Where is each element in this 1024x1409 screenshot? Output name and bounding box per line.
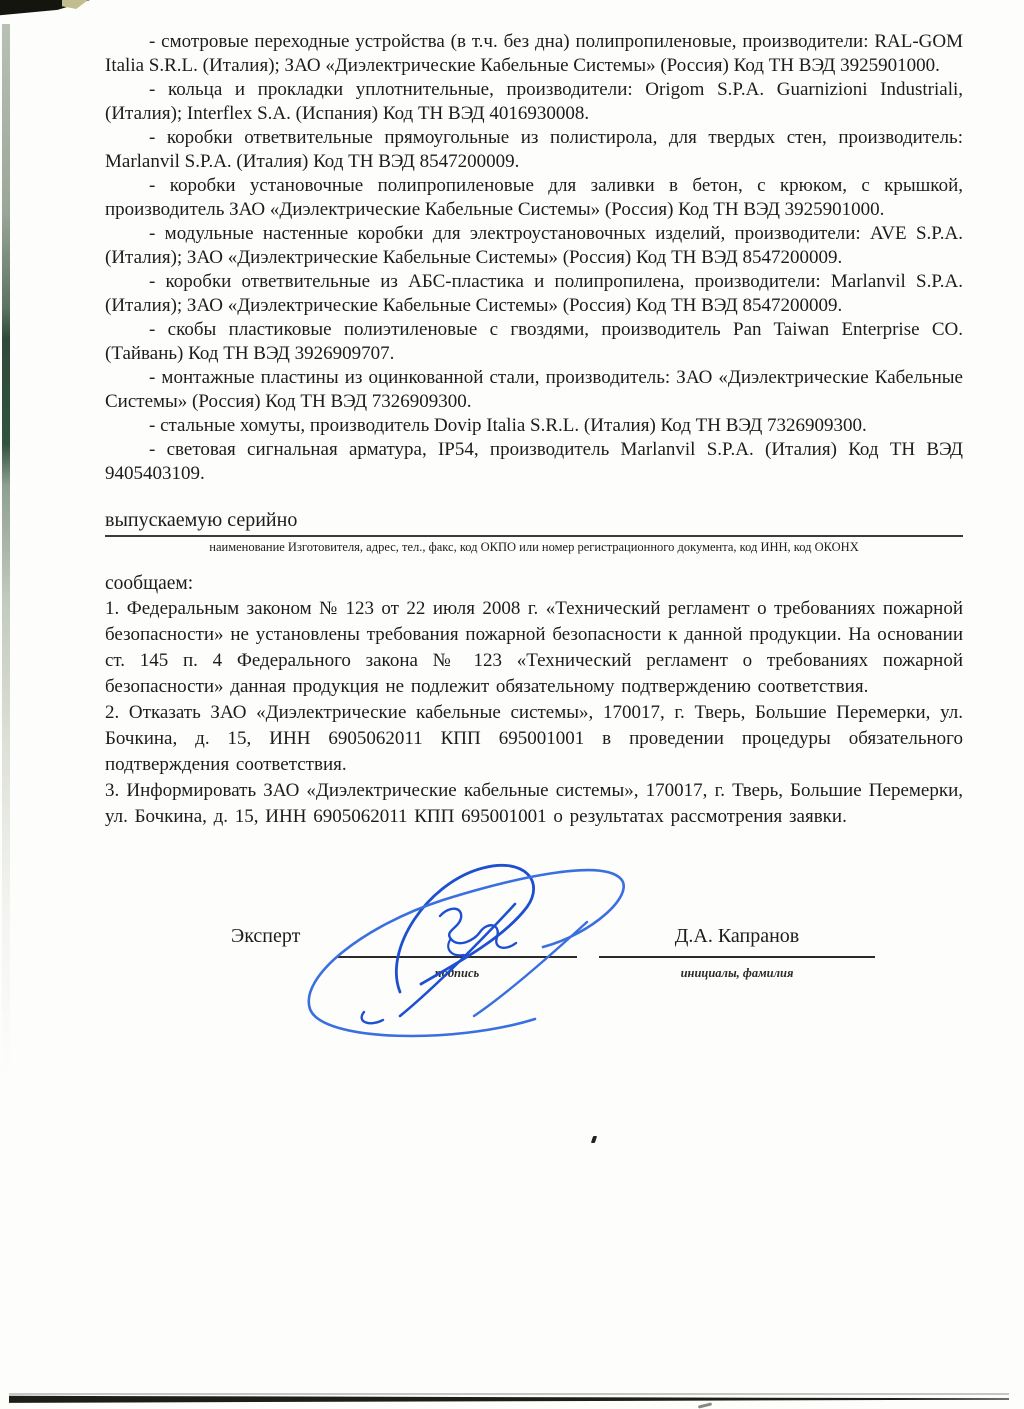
scan-artifact-bottom-line xyxy=(9,1395,1009,1403)
name-line-caption: инициалы, фамилия xyxy=(680,966,794,980)
statement-paragraph: 2. Отказать ЗАО «Диэлектрические кабельные системы», 170017, г. Тверь, Большие Перемерки, ул. Бочкина, д. 15, ИНН 6905062011 КПП 695001001 в проведении процедуры обязательного подтверждения соответствия. xyxy=(105,702,963,775)
scan-artifact-speck xyxy=(591,1136,597,1143)
product-list-item: - скобы пластиковые полиэтиленовые с гвоздями, производитель Pan Taiwan Enterprise CO. (Тайвань) Код ТН ВЭД 3926909707. xyxy=(105,319,963,364)
product-list-item: - коробки ответвительные из АБС-пластика и полипропилена, производители: Marlanvil S.P.A. (Италия); ЗАО «Диэлектрические Кабельные Системы» (Россия) Код ТН ВЭД 8547200009. xyxy=(105,271,963,316)
scan-artifact-bottom-smudge xyxy=(9,1393,1009,1395)
expert-name: Д.А. Капранов xyxy=(674,925,800,947)
handwritten-signature-ink xyxy=(300,844,640,1044)
product-list-item: - кольца и прокладки уплотнительные, производители: Origom S.P.A. Guarnizioni Industriali, (Италия); Interflex S.A. (Испания) Код ТН ВЭД 4016930008. xyxy=(105,79,963,124)
product-list-item: - стальные хомуты, производитель Dovip Italia S.R.L. (Италия) Код ТН ВЭД 7326909300. xyxy=(149,415,867,436)
signature-block xyxy=(105,866,963,1046)
product-list-item: - монтажные пластины из оцинкованной стали, производитель: ЗАО «Диэлектрические Кабельные Системы» (Россия) Код ТН ВЭД 7326909300. xyxy=(105,367,963,412)
statement-intro: сообщаем: xyxy=(105,573,194,594)
serial-production-line: выпускаемую серийно xyxy=(105,508,963,537)
expert-role-label: Эксперт xyxy=(231,925,301,947)
manufacturer-field-caption: наименование Изготовителя, адрес, тел., факс, код ОКПО или номер регистрационного документа, код ИНН, код ОКОНХ xyxy=(209,540,859,554)
statement-paragraph: 1. Федеральным законом № 123 от 22 июля 2008 г. «Технический регламент о требованиях пожарной безопасности» не установлены требования пожарной безопасности к данной продукции. На основании ст. 145 п. 4 Федерального закона № 123 «Технический регламент о требованиях пожарной безопасности» данная продукция не подлежит обязательному подтверждению соответствия. xyxy=(105,598,963,697)
document-body xyxy=(105,30,963,1046)
statement-paragraph: 3. Информировать ЗАО «Диэлектрические кабельные системы», 170017, г. Тверь, Большие Перемерки, ул. Бочкина, д. 15, ИНН 6905062011 КПП 695001001 о результатах рассмотрения заявки. xyxy=(105,780,963,827)
name-line xyxy=(599,956,875,958)
scan-artifact-left-strip xyxy=(2,24,10,1074)
signature-line xyxy=(337,956,577,958)
product-list-item: - коробки установочные полипропиленовые для заливки в бетон, с крюком, с крышкой, производитель ЗАО «Диэлектрические Кабельные Системы» (Россия) Код ТН ВЭД 3925901000. xyxy=(105,175,963,220)
product-list-item: - коробки ответвительные прямоугольные из полистирола, для твердых стен, производитель: Marlanvil S.P.A. (Италия) Код ТН ВЭД 8547200009. xyxy=(105,127,963,172)
product-list-item: - модульные настенные коробки для электроустановочных изделий, производители: AVE S.P.A. (Италия); ЗАО «Диэлектрические Кабельные Системы» (Россия) Код ТН ВЭД 8547200009. xyxy=(105,223,963,268)
scan-artifact-speck xyxy=(698,1402,712,1408)
scan-artifact-corner-tip xyxy=(62,0,88,9)
product-list-item: - смотровые переходные устройства (в т.ч. без дна) полипропиленовые, производители: RAL-GOM Italia S.R.L. (Италия); ЗАО «Диэлектрические Кабельные Системы» (Россия) Код ТН ВЭД 3925901000. xyxy=(105,31,963,76)
product-list-item: - световая сигнальная арматура, IP54, производитель Marlanvil S.P.A. (Италия) Код ТН ВЭД 9405403109. xyxy=(105,439,963,484)
signature-line-caption: подпись xyxy=(434,966,480,980)
